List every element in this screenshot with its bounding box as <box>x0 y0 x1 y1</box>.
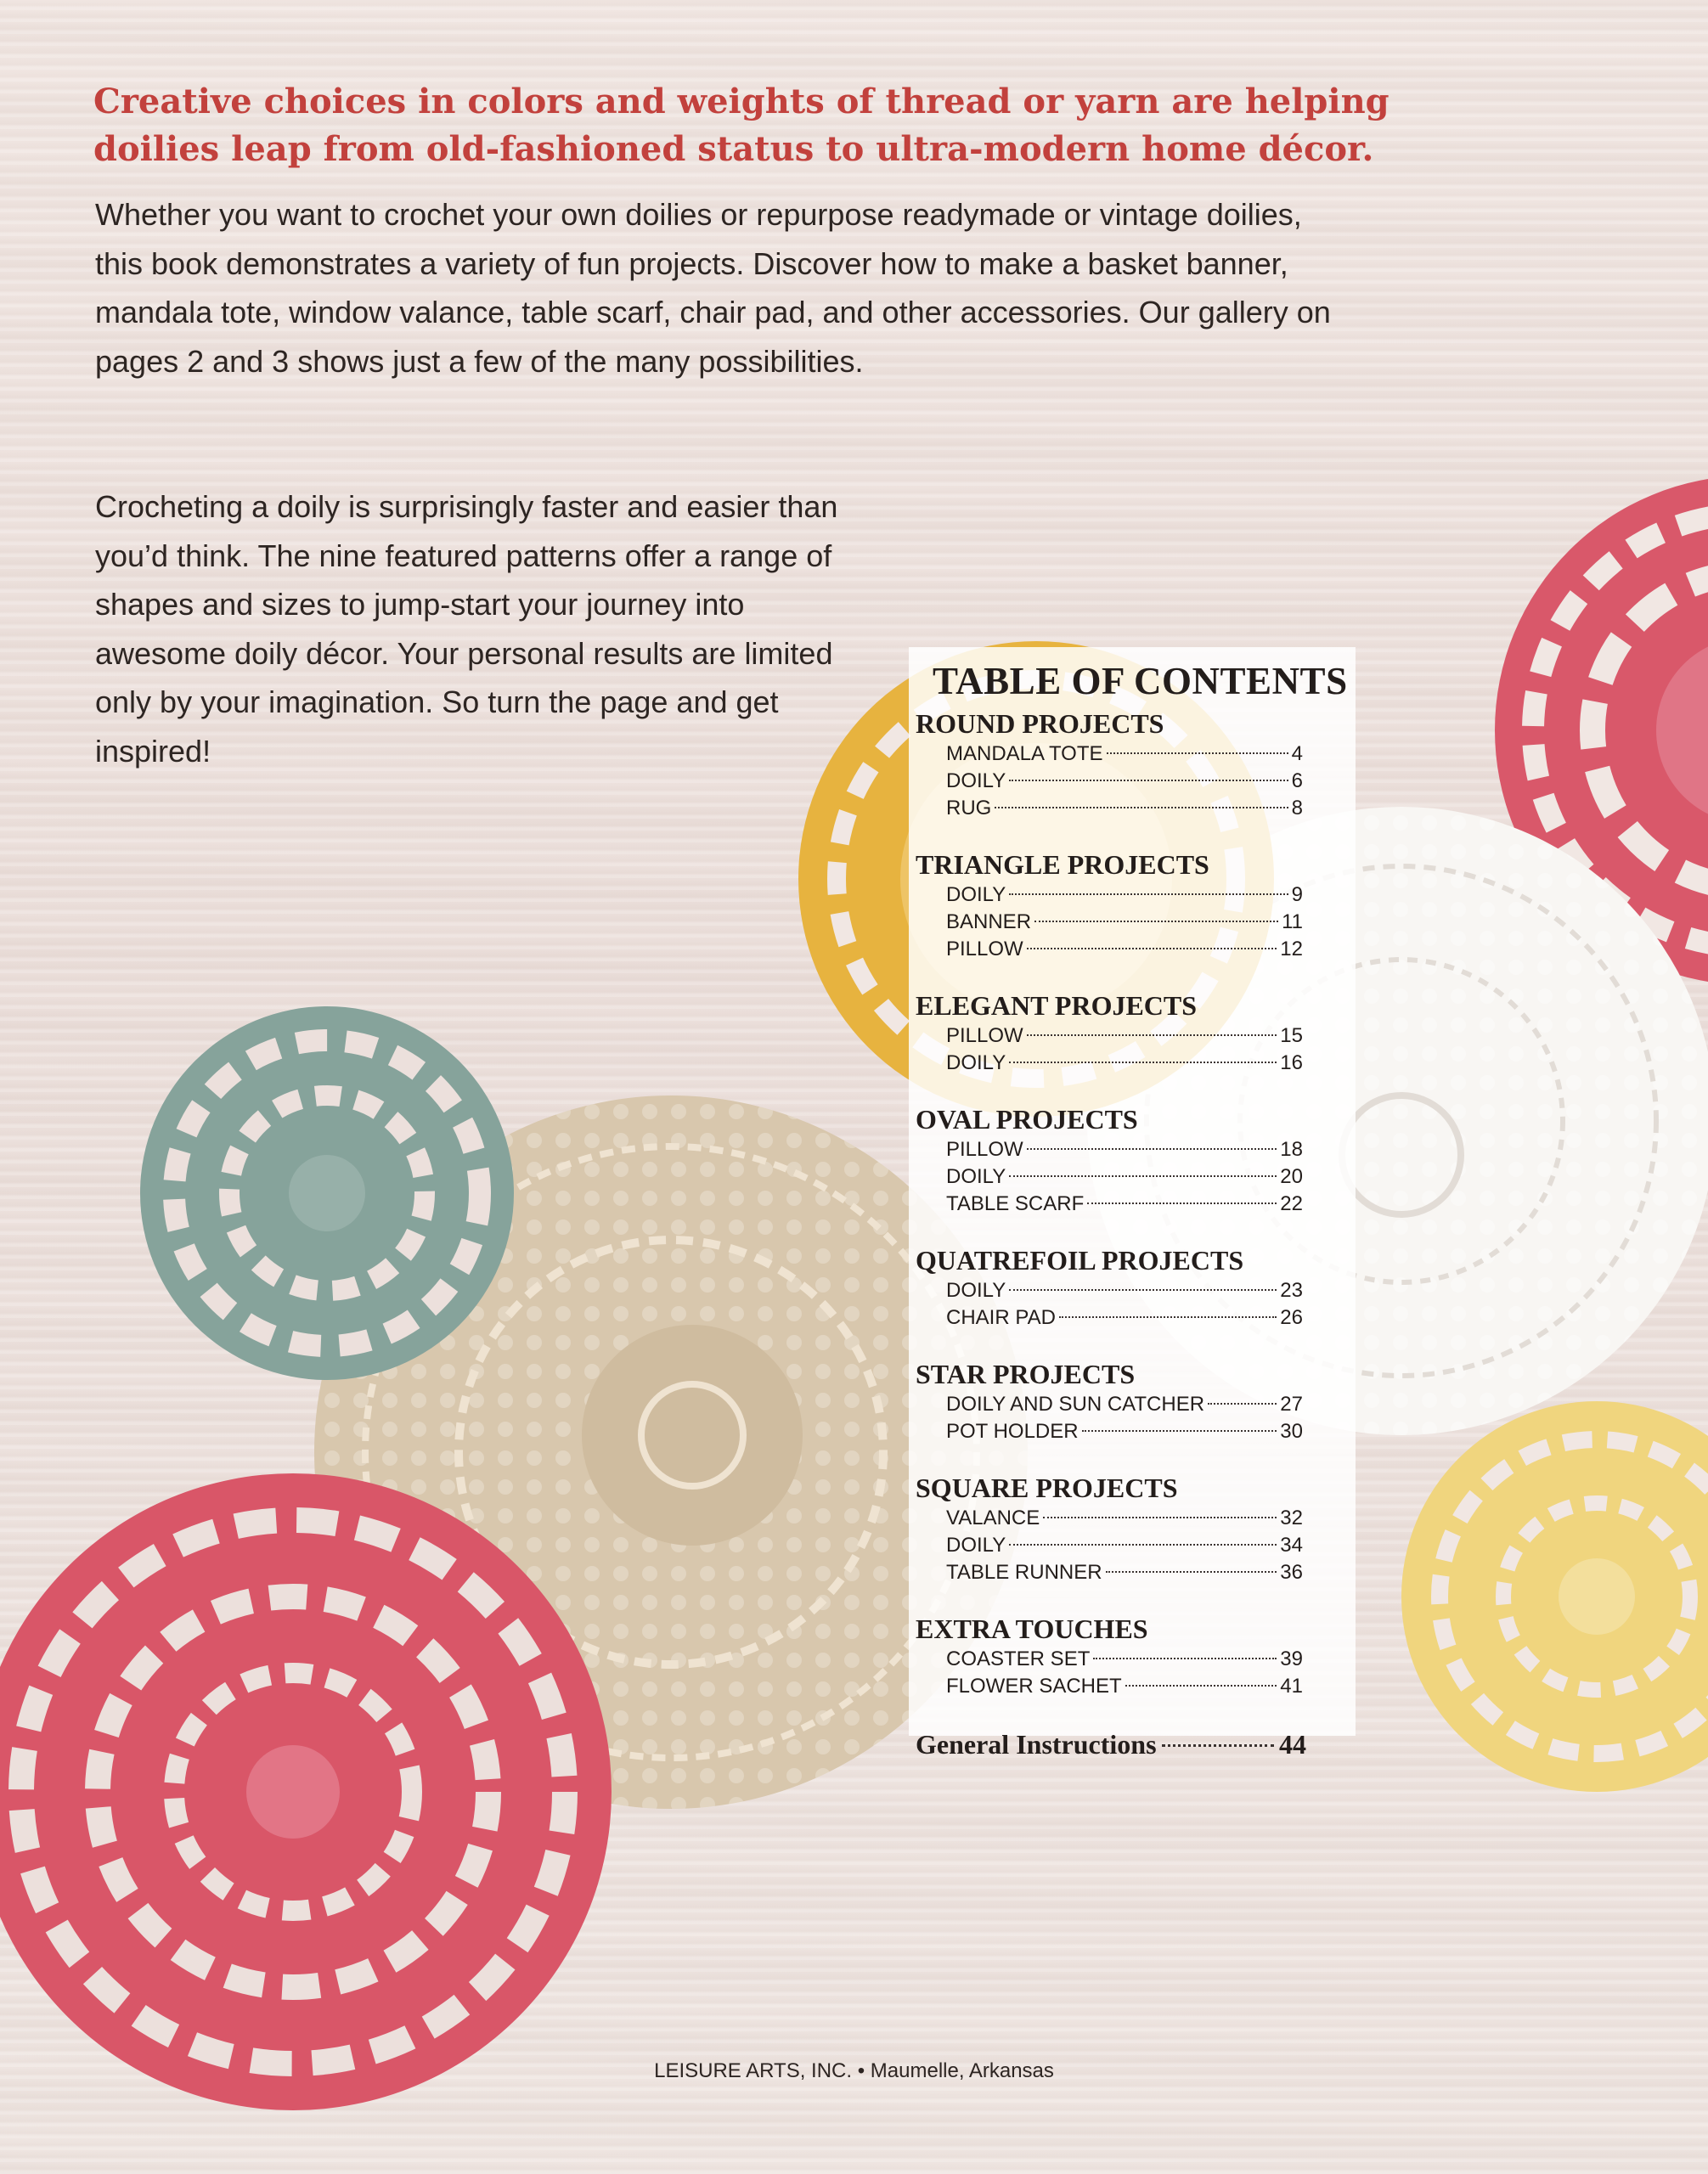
toc-entry-label: DOILY <box>946 1279 1006 1302</box>
toc-entry-page: 32 <box>1280 1507 1303 1529</box>
toc-entry-page: 16 <box>1280 1051 1303 1074</box>
toc-leader <box>1027 1148 1277 1150</box>
toc-entry[interactable] <box>946 768 1303 795</box>
toc-entry-page: 11 <box>1282 910 1303 933</box>
toc-section-heading: EXTRA TOUCHES <box>916 1614 1148 1644</box>
toc-sections <box>916 707 1356 1700</box>
toc-leader <box>1162 1744 1274 1747</box>
toc-section-heading: OVAL PROJECTS <box>916 1104 1138 1135</box>
publisher-footer: LEISURE ARTS, INC. • Maumelle, Arkansas <box>654 2059 1054 2082</box>
toc-general-instructions[interactable] <box>916 1729 1306 1760</box>
toc-leader <box>1059 1316 1277 1318</box>
toc-general-label: General Instructions <box>916 1729 1157 1760</box>
toc-leader <box>1208 1403 1277 1405</box>
toc-entry[interactable] <box>946 1304 1303 1332</box>
toc-entry[interactable] <box>946 1163 1303 1191</box>
toc-section <box>916 1102 1356 1218</box>
toc-section <box>916 1471 1356 1586</box>
toc-entry-page: 41 <box>1280 1675 1303 1698</box>
toc-leader <box>1027 948 1277 949</box>
toc-entry-label: PILLOW <box>946 938 1023 960</box>
toc-section <box>916 1612 1356 1700</box>
toc-entry[interactable] <box>946 936 1303 963</box>
toc-section <box>916 707 1356 822</box>
toc-entry[interactable] <box>946 1022 1303 1050</box>
toc-gap <box>916 1332 1356 1357</box>
toc-gap <box>916 822 1356 848</box>
toc-entry[interactable] <box>946 741 1303 768</box>
toc-entry-page: 6 <box>1291 769 1303 792</box>
toc-entry[interactable] <box>946 1505 1303 1532</box>
toc-leader <box>1107 752 1288 754</box>
toc-entry-label: DOILY <box>946 1051 1006 1074</box>
toc-entry[interactable] <box>946 1136 1303 1163</box>
toc-section-heading: ROUND PROJECTS <box>916 708 1164 739</box>
toc-entry-page: 18 <box>1280 1138 1303 1161</box>
toc-entry[interactable] <box>946 909 1303 936</box>
toc-entry-label: PILLOW <box>946 1138 1023 1161</box>
toc-leader <box>1009 1544 1277 1546</box>
table-of-contents <box>909 647 1356 1760</box>
coral-doily-bottom-left <box>0 1473 612 2110</box>
toc-entry-page: 8 <box>1291 797 1303 819</box>
toc-leader <box>995 807 1288 808</box>
toc-section-heading: STAR PROJECTS <box>916 1359 1136 1389</box>
toc-entry-label: TABLE RUNNER <box>946 1561 1102 1584</box>
toc-entry-page: 12 <box>1280 938 1303 960</box>
toc-entry[interactable] <box>946 1673 1303 1700</box>
toc-leader <box>1093 1658 1277 1659</box>
toc-entry-label: FLOWER SACHET <box>946 1675 1122 1698</box>
toc-entry-label: TABLE SCARF <box>946 1192 1085 1215</box>
toc-leader <box>1009 1175 1277 1177</box>
toc-leader <box>1027 1034 1277 1036</box>
toc-leader <box>1082 1430 1277 1432</box>
toc-entry-label: COASTER SET <box>946 1647 1091 1670</box>
toc-general-page: 44 <box>1279 1729 1306 1760</box>
toc-entry[interactable] <box>946 1050 1303 1077</box>
toc-entry-page: 26 <box>1280 1306 1303 1329</box>
intro-paragraph: Whether you want to crochet your own doilies or repurpose readymade or vintage doilies, this book demonstrates a variety of fun projects. Discover how to make a basket banner, mandala tote, window valance, table scarf, chair pad, and other accessories. Our gallery on pages 2 and 3 shows just a few of the many possibilities. <box>95 197 1331 379</box>
sage-doily-left <box>140 1006 514 1380</box>
toc-entry[interactable] <box>946 1532 1303 1559</box>
toc-leader <box>1125 1685 1277 1687</box>
toc-gap <box>916 1445 1356 1471</box>
toc-gap <box>916 1586 1356 1612</box>
toc-entry[interactable] <box>946 1191 1303 1218</box>
crochet-paragraph: Crocheting a doily is surprisingly faster and easier than you’d think. The nine featured patterns offer a range of shapes and sizes to jump-start your journey into awesome doily décor. Your personal results are limited only by your imagination. So turn the page and get inspired! <box>95 489 838 769</box>
toc-entry[interactable] <box>946 1277 1303 1304</box>
toc-leader <box>1087 1202 1277 1204</box>
toc-entry[interactable] <box>946 1418 1303 1445</box>
toc-entry-label: DOILY AND SUN CATCHER <box>946 1393 1205 1416</box>
toc-entry[interactable] <box>946 795 1303 822</box>
toc-leader <box>1043 1517 1277 1518</box>
toc-section <box>916 848 1356 963</box>
toc-entry[interactable] <box>946 1559 1303 1586</box>
toc-entry-page: 20 <box>1280 1165 1303 1188</box>
toc-entry-label: DOILY <box>946 1165 1006 1188</box>
toc-entry-page: 34 <box>1280 1534 1303 1557</box>
toc-entry-label: BANNER <box>946 910 1032 933</box>
toc-leader <box>1106 1571 1277 1573</box>
yellow-doily-bottom-right <box>1401 1401 1708 1792</box>
toc-leader <box>1009 893 1288 895</box>
toc-section-heading: QUATREFOIL PROJECTS <box>916 1245 1244 1276</box>
toc-entry-page: 39 <box>1280 1647 1303 1670</box>
toc-entry-label: PILLOW <box>946 1024 1023 1047</box>
toc-entry-label: DOILY <box>946 883 1006 906</box>
toc-section-heading: TRIANGLE PROJECTS <box>916 849 1209 880</box>
toc-leader <box>1009 1062 1277 1063</box>
toc-entry-page: 4 <box>1291 742 1303 765</box>
toc-entry[interactable] <box>946 1391 1303 1418</box>
toc-entry-page: 23 <box>1280 1279 1303 1302</box>
toc-section <box>916 1357 1356 1445</box>
toc-entry-label: DOILY <box>946 1534 1006 1557</box>
toc-entry[interactable] <box>946 1646 1303 1673</box>
toc-gap <box>916 963 1356 988</box>
toc-leader <box>1009 780 1288 781</box>
toc-entry-page: 36 <box>1280 1561 1303 1584</box>
toc-entry-label: DOILY <box>946 769 1006 792</box>
toc-entry-page: 30 <box>1280 1420 1303 1443</box>
toc-gap <box>916 1218 1356 1243</box>
toc-entry-page: 27 <box>1280 1393 1303 1416</box>
toc-gap <box>916 1077 1356 1102</box>
toc-section-heading: ELEGANT PROJECTS <box>916 990 1198 1021</box>
toc-entry-label: VALANCE <box>946 1507 1040 1529</box>
toc-entry-label: POT HOLDER <box>946 1420 1079 1443</box>
toc-entry[interactable] <box>946 881 1303 909</box>
toc-section-heading: SQUARE PROJECTS <box>916 1473 1178 1503</box>
toc-entry-label: MANDALA TOTE <box>946 742 1103 765</box>
toc-leader <box>1034 921 1278 922</box>
toc-entry-page: 15 <box>1280 1024 1303 1047</box>
toc-entry-page: 9 <box>1291 883 1303 906</box>
toc-entry-label: RUG <box>946 797 992 819</box>
toc-title: TABLE OF CONTENTS <box>933 660 1348 702</box>
toc-section <box>916 1243 1356 1332</box>
toc-entry-label: CHAIR PAD <box>946 1306 1056 1329</box>
toc-section <box>916 988 1356 1077</box>
headline: Creative choices in colors and weights of thread or yarn are helping doilies leap from old-fashioned status to ultra-modern home décor. <box>93 82 1390 169</box>
toc-leader <box>1009 1289 1277 1291</box>
toc-entry-page: 22 <box>1280 1192 1303 1215</box>
